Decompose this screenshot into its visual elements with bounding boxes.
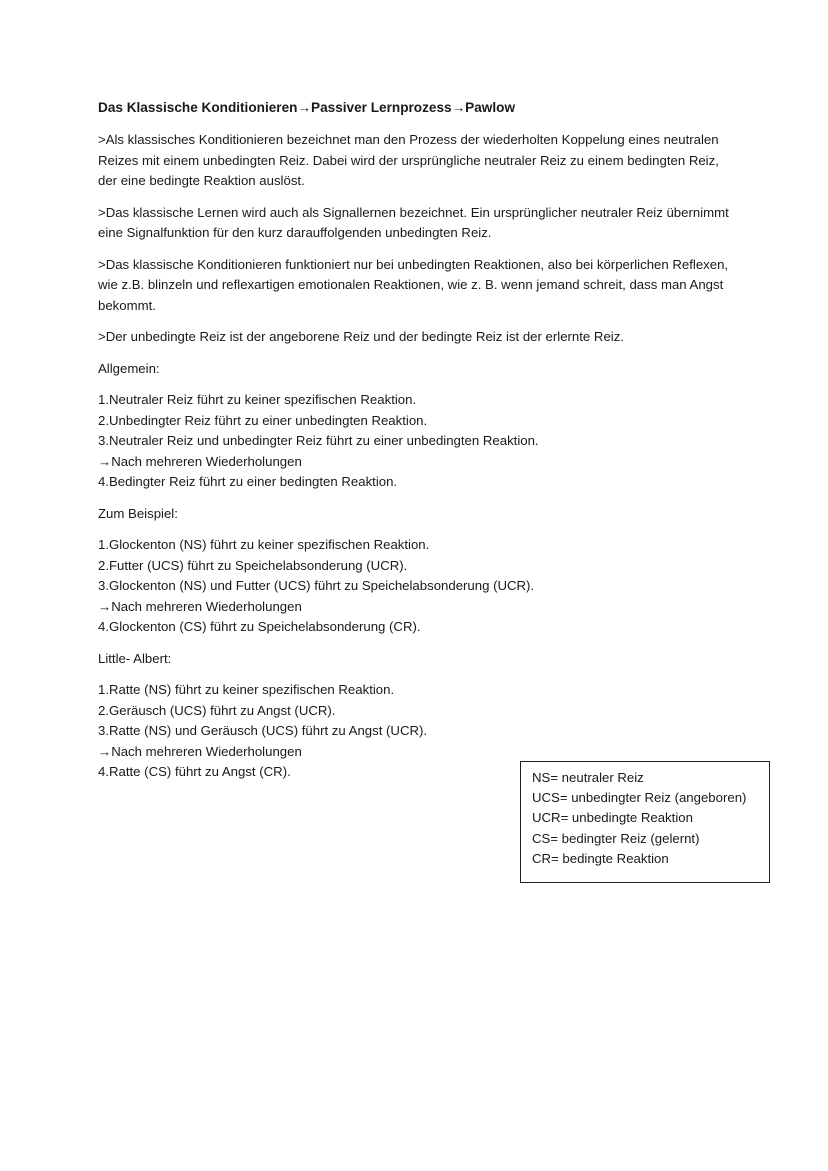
abbreviation-legend-box xyxy=(520,761,770,883)
list-item: 4.Bedingter Reiz führt zu einer bedingten Reaktion. xyxy=(98,474,398,489)
list-item: 3.Ratte (NS) und Geräusch (UCS) führt zu Angst (UCR). xyxy=(98,723,428,738)
list-item: 3.Glockenton (NS) und Futter (UCS) führt zu Speichelabsonderung (UCR). xyxy=(98,578,535,593)
list-item: 4.Glockenton (CS) führt zu Speichelabsonderung (CR). xyxy=(98,619,421,634)
list-item: 4.Ratte (CS) führt zu Angst (CR). xyxy=(98,764,291,779)
legend-item: CR= bedingte Reaktion xyxy=(532,850,669,866)
list-item: 1.Neutraler Reiz führt zu keiner spezifischen Reaktion. xyxy=(98,392,417,407)
general-steps-list xyxy=(98,390,738,493)
list-item: 1.Glockenton (NS) führt zu keiner spezifischen Reaktion. xyxy=(98,537,430,552)
paragraph-signal-learning: >Das klassische Lernen wird auch als Signallernen bezeichnet. Ein ursprünglicher neutraler Reiz übernimmt eine Signalfunktion für den kurz darauffolgenden unbedingten Reiz. xyxy=(98,204,729,240)
example-steps-list xyxy=(98,535,738,638)
list-item: →Nach mehreren Wiederholungen xyxy=(98,743,302,759)
document-body xyxy=(98,98,738,794)
list-item: 3.Neutraler Reiz und unbedingter Reiz führt zu einer unbedingten Reaktion. xyxy=(98,433,539,448)
document-title: Das Klassische Konditionieren→Passiver Lernprozess→Pawlow xyxy=(98,100,516,115)
list-item: 1.Ratte (NS) führt zu keiner spezifischen Reaktion. xyxy=(98,682,395,697)
legend-item: UCR= unbedingte Reaktion xyxy=(532,810,693,826)
legend-item: CS= bedingter Reiz (gelernt) xyxy=(532,830,700,846)
section-heading-general: Allgemein: xyxy=(98,360,160,376)
section-heading-example: Zum Beispiel: xyxy=(98,505,178,521)
paragraph-stimulus-types: >Der unbedingte Reiz ist der angeborene Reiz und der bedingte Reiz ist der erlernte Reiz. xyxy=(98,329,624,344)
list-item: 2.Futter (UCS) führt zu Speichelabsonderung (UCR). xyxy=(98,557,408,573)
list-item: 2.Unbedingter Reiz führt zu einer unbedingten Reaktion. xyxy=(98,412,428,428)
paragraph-reflexes: >Das klassische Konditionieren funktioniert nur bei unbedingten Reaktionen, also bei körperlichen Reflexen, wie z.B. blinzeln und reflexartigen emotionalen Reaktionen, wie z. B. wenn jemand schreit, dass man Angst bekommt. xyxy=(98,256,729,313)
list-item: →Nach mehreren Wiederholungen xyxy=(98,453,302,469)
legend-item: NS= neutraler Reiz xyxy=(532,770,644,785)
list-item: 2.Geräusch (UCS) führt zu Angst (UCR). xyxy=(98,702,336,718)
section-heading-little-albert: Little- Albert: xyxy=(98,650,172,666)
paragraph-definition: >Als klassisches Konditionieren bezeichnet man den Prozess der wiederholten Koppelung eines neutralen Reizes mit einem unbedingten Reiz. Dabei wird der ursprüngliche neutraler Reiz zu einem bedingten Reiz, der eine bedingte Reaktion auslöst. xyxy=(98,132,719,188)
list-item: →Nach mehreren Wiederholungen xyxy=(98,598,302,614)
legend-item: UCS= unbedingter Reiz (angeboren) xyxy=(532,790,747,806)
